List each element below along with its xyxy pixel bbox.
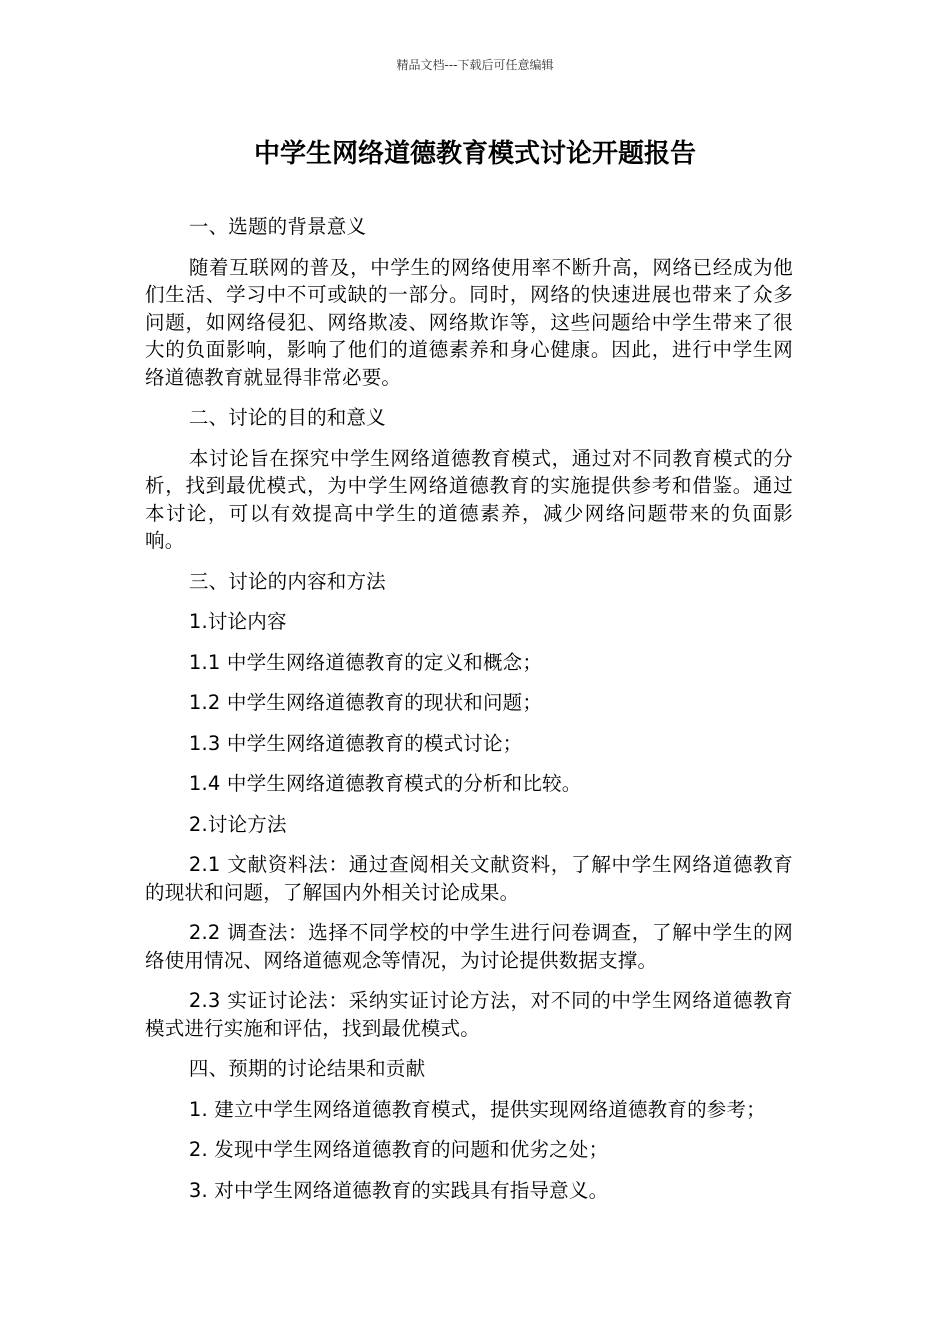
subheading-content: 1.讨论内容 bbox=[188, 610, 287, 633]
list-item: 1.2 中学生网络道德教育的现状和问题； bbox=[188, 691, 543, 714]
list-item: 1.3 中学生网络道德教育的模式讨论； bbox=[188, 731, 523, 755]
list-item: 1. 建立中学生网络道德教育模式，提供实现网络道德教育的参考； bbox=[188, 1097, 766, 1121]
list-item: 1.4 中学生网络道德教育模式的分析和比较。 bbox=[188, 772, 582, 795]
section-heading-purpose: 二、讨论的目的和意义 bbox=[188, 406, 386, 429]
list-item: 2.3 实证讨论法：采纳实证讨论方法，对不同的中学生网络道德教育模式进行实施和评估，找到最优模式。 bbox=[145, 989, 793, 1040]
list-item: 3. 对中学生网络道德教育的实践具有指导意义。 bbox=[188, 1178, 609, 1202]
paragraph-purpose: 本讨论旨在探究中学生网络道德教育模式，通过对不同教育模式的分析，找到最优模式，为中学生网络道德教育的实施提供参考和借鉴。通过本讨论，可以有效提高中学生的道德素养，减少网络问题带来的负面影响。 bbox=[145, 446, 793, 552]
list-item: 2.2 调查法：选择不同学校的中学生进行问卷调查，了解中学生的网络使用情况、网络道德观念等情况，为讨论提供数据支撑。 bbox=[145, 921, 793, 972]
list-item: 2.1 文献资料法：通过查阅相关文献资料，了解中学生网络道德教育的现状和问题，了解国内外相关讨论成果。 bbox=[145, 853, 793, 904]
subheading-methods: 2.讨论方法 bbox=[188, 812, 287, 836]
section-heading-content-methods: 三、讨论的内容和方法 bbox=[188, 569, 386, 593]
header-note: 精品文档---下载后可任意编辑 bbox=[396, 58, 554, 72]
section-heading-results: 四、预期的讨论结果和贡献 bbox=[188, 1057, 426, 1080]
document-title: 中学生网络道德教育模式讨论开题报告 bbox=[253, 139, 696, 169]
list-item: 1.1 中学生网络道德教育的定义和概念； bbox=[188, 650, 543, 674]
document-body bbox=[145, 213, 793, 1217]
list-item: 2. 发现中学生网络道德教育的问题和优劣之处； bbox=[188, 1138, 609, 1161]
section-heading-background: 一、选题的背景意义 bbox=[188, 215, 367, 238]
paragraph-background: 随着互联网的普及，中学生的网络使用率不断升高，网络已经成为他们生活、学习中不可或缺的一部分。同时，网络的快速进展也带来了众多问题，如网络侵犯、网络欺凌、网络欺诈等，这些问题给中学生带来了很大的负面影响，影响了他们的道德素养和身心健康。因此，进行中学生网络道德教育就显得非常必要。 bbox=[145, 255, 793, 389]
